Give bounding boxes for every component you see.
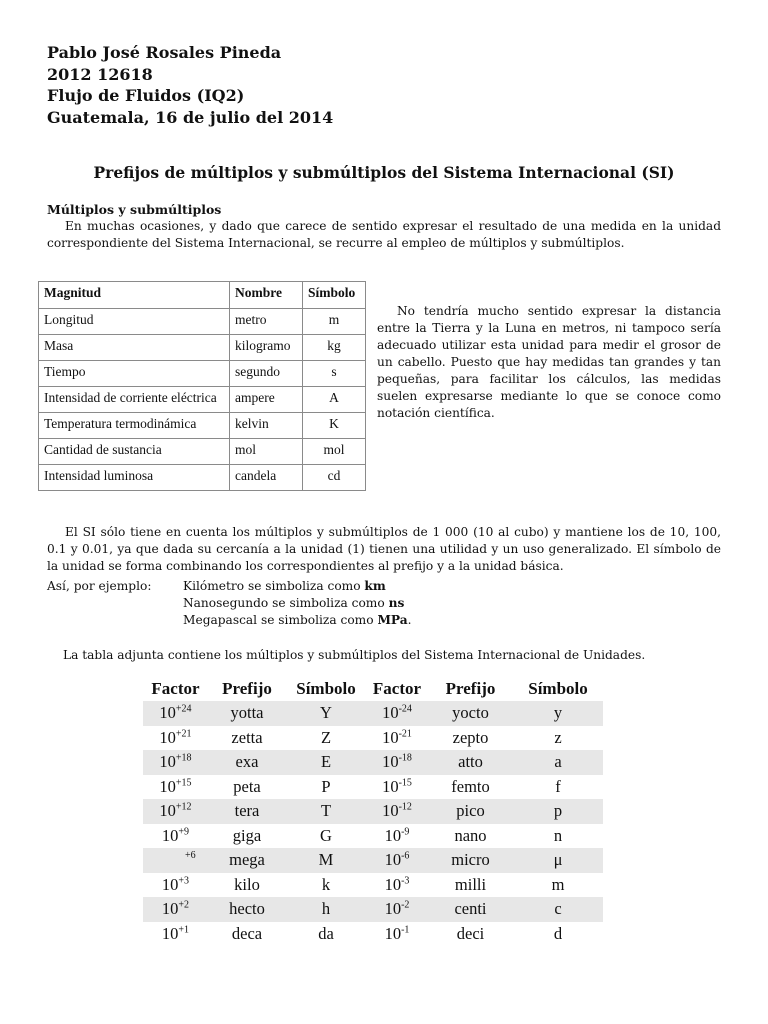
factor-base: 10 <box>159 703 176 723</box>
document-title: Prefijos de múltiplos y submúltiplos del Sistema Internacional (SI) <box>93 163 675 182</box>
factor-cell <box>366 752 428 772</box>
prefix-symbol: Z <box>320 727 332 747</box>
si-units-table <box>38 281 366 491</box>
factor-cell <box>366 899 428 919</box>
factor-exponent: +1 <box>178 924 190 936</box>
factor-cell <box>366 728 428 748</box>
prefix-name: mega <box>229 850 265 870</box>
table-row <box>143 897 603 922</box>
prefix-symbol: h <box>321 899 331 919</box>
simbolo-cell: s <box>303 361 366 387</box>
factor-base: 10 <box>161 923 179 943</box>
prefix-symbol: z <box>554 727 562 747</box>
factor-cell <box>143 826 208 846</box>
factor-exponent: -24 <box>398 703 412 715</box>
prefix-name: kilo <box>234 874 260 894</box>
factor-exponent: -1 <box>401 924 410 936</box>
intro-paragraph: En muchas ocasiones, y dado que carece de sentido expresar el resultado de una medida en la unidad correspondiente del Sistema Internacional, se recurre al empleo de múltiplos y submúltiplos. <box>47 219 721 250</box>
table-row <box>39 335 366 361</box>
factor-base: 10 <box>382 801 399 821</box>
prefix-name: exa <box>235 752 259 772</box>
symbol-cell <box>286 924 366 944</box>
magnitud-cell: Cantidad de sustancia <box>39 439 230 465</box>
prefix-cell <box>208 752 286 772</box>
factor-base: 10 <box>159 752 176 772</box>
nombre-cell: ampere <box>230 387 303 413</box>
col-header-prefijo: Prefijo <box>222 679 272 698</box>
factor-exponent: -9 <box>401 826 410 838</box>
symbol-cell <box>286 899 366 919</box>
symbol-cell <box>513 924 603 944</box>
factor-exponent: -3 <box>401 875 410 887</box>
table-row <box>39 439 366 465</box>
col-header-simbolo: Símbolo <box>296 679 356 698</box>
prefix-cell <box>208 826 286 846</box>
simbolo-cell: mol <box>303 439 366 465</box>
nombre-cell: candela <box>230 465 303 491</box>
factor-base: 10 <box>382 752 399 772</box>
prefix-symbol: p <box>553 801 563 821</box>
prefix-cell <box>208 777 286 797</box>
factor-base: 10 <box>159 801 176 821</box>
prefix-cell <box>208 924 286 944</box>
table-row <box>39 309 366 335</box>
prefix-symbol: μ <box>553 850 563 870</box>
prefix-cell <box>428 899 513 919</box>
prefix-symbol: c <box>554 899 562 919</box>
example-line <box>183 578 412 595</box>
table-row <box>39 361 366 387</box>
symbol-cell <box>513 752 603 772</box>
factor-base: 10 <box>382 776 399 796</box>
col-header-nombre: Nombre <box>230 282 303 309</box>
symbol-cell <box>286 801 366 821</box>
example-symbol: km <box>364 579 386 593</box>
prefix-cell <box>428 703 513 723</box>
prefix-name: atto <box>458 752 483 772</box>
factor-cell <box>366 924 428 944</box>
factor-base: 10 <box>382 727 399 747</box>
magnitud-cell: Intensidad de corriente eléctrica <box>39 387 230 413</box>
factor-cell <box>366 826 428 846</box>
prefix-cell <box>208 850 286 870</box>
prefix-cell <box>208 801 286 821</box>
prefix-symbol: k <box>321 874 331 894</box>
factor-cell <box>143 924 208 944</box>
example-line <box>183 595 412 612</box>
symbol-cell <box>286 752 366 772</box>
prefix-name: milli <box>454 874 487 894</box>
section-heading: Múltiplos y submúltiplos <box>47 202 222 217</box>
examples-label: Así, por ejemplo: <box>47 579 152 593</box>
factor-base: 10 <box>161 899 179 919</box>
factor-exponent: -18 <box>398 752 412 764</box>
factor-exponent: +3 <box>178 875 190 887</box>
symbol-cell <box>513 875 603 895</box>
prefix-symbol: da <box>318 923 334 943</box>
factor-base: 10 <box>384 874 402 894</box>
factor-base: 10 <box>384 899 402 919</box>
symbol-cell <box>286 850 366 870</box>
factor-cell <box>143 703 208 723</box>
symbol-cell <box>513 850 603 870</box>
factor-base: 10 <box>384 923 402 943</box>
place-date: Guatemala, 16 de julio del 2014 <box>47 107 334 127</box>
table-row <box>143 873 603 898</box>
prefix-symbol: M <box>318 850 334 870</box>
prefix-cell <box>208 728 286 748</box>
factor-cell <box>143 875 208 895</box>
torn-factor-exponent: +6 <box>185 850 196 861</box>
symbol-cell <box>286 777 366 797</box>
table-row <box>143 701 603 726</box>
factor-cell <box>366 875 428 895</box>
magnitud-cell: Tiempo <box>39 361 230 387</box>
example-text: Megapascal se simboliza como <box>183 613 378 627</box>
nombre-cell: metro <box>230 309 303 335</box>
prefix-cell <box>428 728 513 748</box>
side-paragraph: No tendría mucho sentido expresar la distancia entre la Tierra y la Luna en metros, ni tampoco sería adecuado utilizar esta unidad para medir el grosor de un cabello. Puesto que hay medidas tan grandes y tan pequeñas, para facilitar los cálculos, las medidas suelen expresarse mediante lo que se conoce como notación científica. <box>377 304 721 420</box>
factor-cell <box>143 801 208 821</box>
col-header-factor: Factor <box>372 679 422 698</box>
factor-cell <box>366 703 428 723</box>
magnitud-cell: Masa <box>39 335 230 361</box>
prefix-cell <box>428 924 513 944</box>
student-id: 2012 12618 <box>47 64 153 84</box>
simbolo-cell: cd <box>303 465 366 491</box>
prefix-cell <box>428 875 513 895</box>
symbol-cell <box>513 703 603 723</box>
symbol-cell <box>286 826 366 846</box>
factor-cell <box>366 850 428 870</box>
example-suffix: . <box>407 613 412 627</box>
table-intro-paragraph: La tabla adjunta contiene los múltiplos y submúltiplos del Sistema Internacional de Unidades. <box>63 648 646 662</box>
symbol-cell <box>513 899 603 919</box>
prefix-name: yotta <box>230 703 264 723</box>
simbolo-cell: A <box>303 387 366 413</box>
author-header <box>47 42 333 128</box>
si-explanation-paragraph: El SI sólo tiene en cuenta los múltiplos y submúltiplos de 1 000 (10 al cubo) y mantiene los de 10, 100, 0.1 y 0.01, ya que dada su cercanía a la unidad (1) tienen una utilidad y un uso generalizado. El símbolo de la unidad se forma combinando los correspondientes al prefijo y a la unidad básica. <box>47 525 721 573</box>
factor-exponent: +9 <box>178 826 190 838</box>
factor-exponent: +2 <box>178 899 190 911</box>
prefix-symbol: d <box>553 923 563 943</box>
example-line <box>183 612 412 629</box>
prefix-symbol: f <box>555 776 561 796</box>
table-row <box>143 726 603 751</box>
prefix-cell <box>208 899 286 919</box>
symbol-cell <box>286 703 366 723</box>
table-row <box>143 922 603 947</box>
factor-exponent: +21 <box>175 728 192 740</box>
nombre-cell: segundo <box>230 361 303 387</box>
magnitud-cell: Longitud <box>39 309 230 335</box>
prefix-name: giga <box>232 825 262 845</box>
nombre-cell: mol <box>230 439 303 465</box>
example-text: Nanosegundo se simboliza como <box>183 596 389 610</box>
symbol-cell <box>286 728 366 748</box>
symbol-cell <box>513 801 603 821</box>
example-text: Kilómetro se simboliza como <box>183 579 365 593</box>
prefix-symbol: P <box>321 776 331 796</box>
table-row <box>39 413 366 439</box>
factor-base: 10 <box>161 874 179 894</box>
prefix-name: centi <box>454 899 487 919</box>
magnitud-cell: Temperatura termodinámica <box>39 413 230 439</box>
simbolo-cell: m <box>303 309 366 335</box>
prefix-name: deci <box>456 923 485 943</box>
col-header-factor: Factor <box>151 679 200 698</box>
factor-cell <box>143 728 208 748</box>
prefix-symbol: m <box>551 874 565 894</box>
nombre-cell: kilogramo <box>230 335 303 361</box>
prefix-symbol: a <box>554 752 562 772</box>
symbol-cell <box>513 777 603 797</box>
prefix-cell <box>208 875 286 895</box>
table-header-row <box>39 282 366 309</box>
prefix-table-header <box>143 677 603 701</box>
prefix-cell <box>208 703 286 723</box>
factor-exponent: -2 <box>401 899 410 911</box>
prefix-cell <box>428 850 513 870</box>
example-symbol: ns <box>388 596 405 610</box>
table-row <box>143 775 603 800</box>
factor-exponent: +18 <box>175 752 192 764</box>
table-row <box>143 750 603 775</box>
factor-exponent: +12 <box>175 801 192 813</box>
prefix-cell <box>428 752 513 772</box>
factor-cell <box>143 899 208 919</box>
factor-base: 10 <box>159 727 176 747</box>
prefix-symbol: E <box>320 752 332 772</box>
prefix-name: zetta <box>231 727 263 747</box>
factor-exponent: -21 <box>398 728 412 740</box>
factor-exponent: -15 <box>398 777 412 789</box>
prefix-name: tera <box>234 801 260 821</box>
prefix-symbol: n <box>553 825 563 845</box>
symbol-cell <box>513 826 603 846</box>
factor-exponent: +24 <box>175 703 192 715</box>
table-row <box>143 848 603 873</box>
prefix-cell <box>428 826 513 846</box>
symbol-cell <box>286 875 366 895</box>
col-header-magnitud: Magnitud <box>39 282 230 309</box>
factor-base: 10 <box>161 825 179 845</box>
prefix-name: hecto <box>229 899 265 919</box>
prefix-name: nano <box>454 825 487 845</box>
table-row <box>143 824 603 849</box>
factor-cell <box>366 801 428 821</box>
simbolo-cell: K <box>303 413 366 439</box>
prefix-name: deca <box>231 923 263 943</box>
table-row <box>143 799 603 824</box>
prefix-name: micro <box>451 850 490 870</box>
si-prefix-table <box>143 677 603 946</box>
nombre-cell: kelvin <box>230 413 303 439</box>
prefix-name: yocto <box>452 703 489 723</box>
factor-cell <box>366 777 428 797</box>
prefix-name: femto <box>451 776 490 796</box>
prefix-symbol: T <box>320 801 332 821</box>
author-name: Pablo José Rosales Pineda <box>47 43 282 62</box>
factor-cell <box>143 752 208 772</box>
col-header-simbolo: Símbolo <box>528 679 588 698</box>
example-symbol: MPa <box>377 613 408 627</box>
prefix-name: pico <box>456 801 485 821</box>
course-name: Flujo de Fluidos (IQ2) <box>47 86 245 105</box>
prefix-cell <box>428 801 513 821</box>
prefix-name: peta <box>233 776 261 796</box>
col-header-prefijo: Prefijo <box>445 679 496 698</box>
prefix-symbol: G <box>320 825 332 845</box>
table-row <box>39 387 366 413</box>
factor-base: 10 <box>382 703 399 723</box>
symbol-cell <box>513 728 603 748</box>
prefix-symbol: y <box>553 703 563 723</box>
factor-exponent: -6 <box>401 850 410 862</box>
factor-base: 10 <box>384 825 402 845</box>
prefix-symbol: Y <box>320 703 332 723</box>
factor-cell <box>143 777 208 797</box>
factor-base: 10 <box>384 850 402 870</box>
table-row <box>39 465 366 491</box>
factor-exponent: -12 <box>398 801 412 813</box>
factor-base: 10 <box>159 776 176 796</box>
col-header-simbolo: Símbolo <box>303 282 366 309</box>
factor-exponent: +15 <box>175 777 192 789</box>
magnitud-cell: Intensidad luminosa <box>39 465 230 491</box>
prefix-cell <box>428 777 513 797</box>
simbolo-cell: kg <box>303 335 366 361</box>
prefix-name: zepto <box>452 727 489 747</box>
